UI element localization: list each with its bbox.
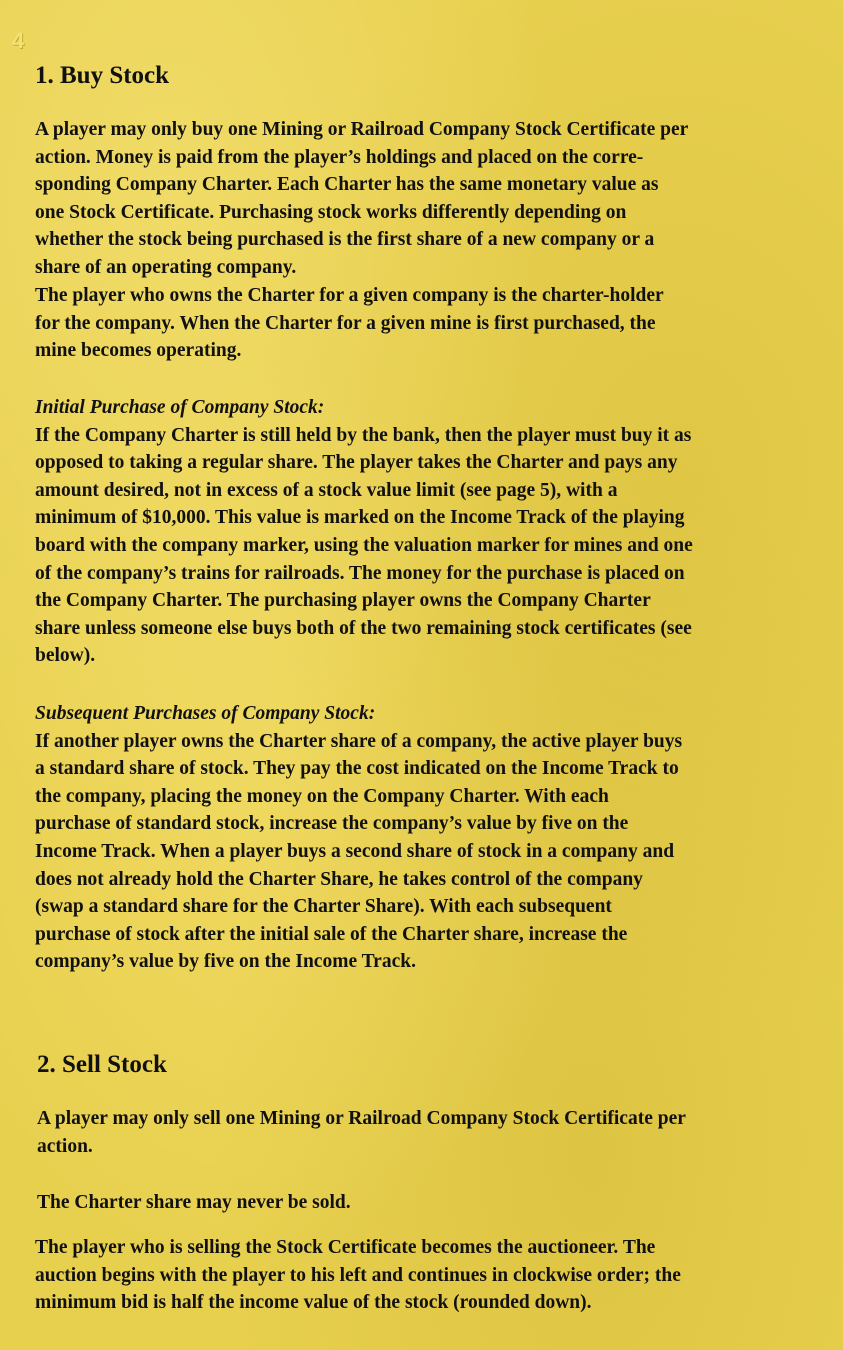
text-line: A player may only buy one Mining or Railroad Company Stock Certificate per	[35, 119, 689, 140]
charter-holder-paragraph	[35, 282, 825, 365]
text-line: does not already hold the Charter Share, he takes control of the company	[35, 868, 643, 890]
text-line: the Company Charter. The purchasing player owns the Company Charter	[35, 590, 651, 612]
text-line: share unless someone else buys both of the two remaining stock certificates (see	[35, 617, 692, 639]
text-line: a standard share of stock. They pay the cost indicated on the Income Track to	[35, 758, 679, 780]
text-line: If the Company Charter is still held by the bank, then the player must buy it as	[35, 424, 692, 446]
text-line: The player who owns the Charter for a given company is the charter-holder	[35, 285, 664, 306]
text-line: auction begins with the player to his left and continues in clockwise order; the	[35, 1264, 681, 1286]
text-line: of the company’s trains for railroads. The money for the purchase is placed on	[35, 562, 685, 584]
text-line: minimum of $10,000. This value is marked on the Income Track of the playing	[35, 507, 685, 529]
text-line: purchase of stock after the initial sale of the Charter share, increase the	[35, 923, 628, 945]
text-line: company’s value by five on the Income Track.	[35, 951, 416, 973]
text-line: share of an operating company.	[35, 256, 297, 278]
text-line: A player may only sell one Mining or Railroad Company Stock Certificate per	[37, 1108, 686, 1129]
text-line: The player who is selling the Stock Certificate becomes the auctioneer. The	[35, 1237, 656, 1258]
text-line: board with the company marker, using the valuation marker for mines and one	[35, 534, 693, 556]
initial-purchase-section	[35, 394, 825, 670]
text-line: for the company. When the Charter for a given mine is first purchased, the	[35, 312, 656, 334]
text-line: sponding Company Charter. Each Charter has the same monetary value as	[35, 174, 659, 196]
text-line: opposed to taking a regular share. The player takes the Charter and pays any	[35, 452, 678, 474]
text-line: minimum bid is half the income value of the stock (rounded down).	[35, 1292, 592, 1314]
text-line: If another player owns the Charter share of a company, the active player buys	[35, 730, 683, 752]
text-line: Income Track. When a player buys a second share of stock in a company and	[35, 840, 675, 862]
initial-purchase-title: Initial Purchase of Company Stock:	[35, 397, 325, 418]
text-line: below).	[35, 645, 96, 667]
text-line: (swap a standard share for the Charter Share). With each subsequent	[35, 896, 612, 918]
page-number: 4	[12, 28, 25, 53]
charter-rule-paragraph	[37, 1189, 827, 1217]
text-line: purchase of standard stock, increase the company’s value by five on the	[35, 813, 629, 835]
text-line: one Stock Certificate. Purchasing stock works differently depending on	[35, 201, 627, 223]
text-line: action.	[37, 1135, 93, 1157]
subsequent-purchase-section	[35, 700, 825, 976]
subsequent-purchase-title: Subsequent Purchases of Company Stock:	[35, 703, 376, 724]
charter-rule: The Charter share may never be sold.	[37, 1192, 351, 1213]
text-line: the company, placing the money on the Company Charter. With each	[35, 785, 609, 807]
sell-intro-paragraph	[37, 1105, 827, 1160]
buy-stock-heading: 1. Buy Stock	[35, 62, 170, 89]
buy-intro-paragraph	[35, 116, 825, 282]
text-line: action. Money is paid from the player’s holdings and placed on the corre-	[35, 146, 644, 168]
auction-paragraph	[35, 1234, 825, 1317]
text-line: mine becomes operating.	[35, 340, 242, 362]
text-line: whether the stock being purchased is the first share of a new company or a	[35, 229, 655, 251]
sell-stock-heading: 2. Sell Stock	[37, 1051, 167, 1078]
text-line: amount desired, not in excess of a stock value limit (see page 5), with a	[35, 479, 618, 501]
